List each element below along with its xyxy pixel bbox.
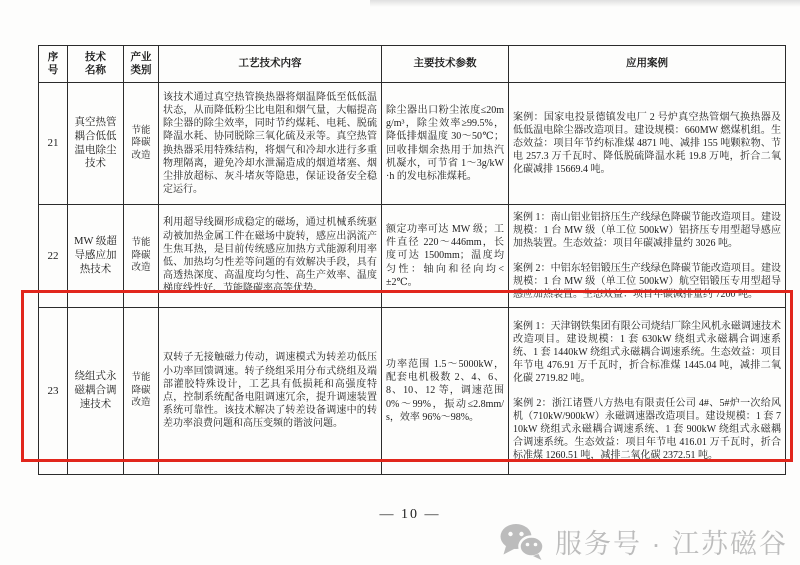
cell-tech-params: 额定功率可达 MW 级；工件直径 220～446mm，长度可达 1500mm；温度均匀性：轴向和径向均<±2℃。 [382, 205, 509, 308]
column-header-content: 工艺技术内容 [159, 46, 382, 83]
page-number: — 10 — [379, 507, 441, 522]
table-header-row [39, 46, 786, 83]
scan-artifact [370, 0, 800, 7]
case-paragraph: 案例 1：天津钢铁集团有限公司烧结厂除尘风机永磁调速技术改造项目。建设规模：1 套 630kW 绕组式永磁耦合调速系统、1 套 1440kW 绕组式永磁耦合调速系统。生态效益：项目年节电 476.91 万千瓦时，折合标准煤 1445.04 吨，减排二氧化碳 2719.82 吨。 [513, 320, 781, 385]
cell-application-cases [509, 308, 786, 475]
cell-process-content: 该技术通过真空热管换热器将烟温降低至低低温状态，从而降低粉尘比电阻和烟气量，大幅提高除尘器的除尘效率，同时节约煤耗、电耗、脱硫降温水耗、协同脱除三氧化硫及汞等。真空热管换热器采用特殊结构，将烟气和冷却水进行多重物理隔离，避免冷却水泄漏造成的烟道堵塞、烟尘排放超标、灰斗堵灰等隐患，保证设备安全稳定运行。 [159, 83, 382, 205]
cell-no: 22 [39, 205, 68, 308]
cell-tech-name: 绕组式永磁耦合调速技术 [68, 308, 124, 475]
table-row-highlighted [39, 308, 786, 475]
cell-process-content: 利用超导线圈形成稳定的磁场，通过机械系统驱动被加热金属工件在磁场中旋转，感应出涡流产生焦耳热，是目前传统感应加热方式能源利用率低、加热均匀性差等问题的有效解决手段，具有高透热深度、高温度均匀性、高生产效率、温度梯度线性好、节能降碳率高等优势。 [159, 205, 382, 308]
table-row [39, 205, 786, 308]
column-header-name: 技术名称 [68, 46, 124, 83]
case-paragraph: 案例 2：中铝东轻铝锻压生产线绿色降碳节能改造项目。建设规模：1 台 MW 级（单工位 500kW）航空铝锻压专用型超导感应加热装置。生态效益：项目年碳减排量约 7200 吨。 [513, 262, 781, 300]
watermark-text: 服务号 · 江苏磁谷 [555, 529, 788, 559]
table-row [39, 83, 786, 205]
column-header-no: 序号 [39, 46, 68, 83]
cell-tech-name: 真空热管耦合低低温电除尘技术 [68, 83, 124, 205]
case-paragraph: 案例：国家电投景德镇发电厂 2 号炉真空热管烟气换热器及低低温电除尘器改造项目。建设规模：660MW 燃煤机组。生态效益：项目年节约标准煤 4871 吨、减排 155 吨颗粒物、节电 257.3 万千瓦时、降低脱硫降温水耗 19.8 万吨，折合二氧化碳减排 15669.4 吨。 [513, 111, 781, 176]
cell-category: 节能降碳改造 [124, 308, 159, 475]
cell-no: 23 [39, 308, 68, 475]
wechat-icon [499, 523, 545, 561]
technology-table [38, 45, 786, 475]
cell-tech-params: 除尘器出口粉尘浓度≤20mg/m³，除尘效率≥99.5%，降低排烟温度 30～50℃；回收排烟余热用于加热汽机凝水，可节省 1～3g/kW·h 的发电标准煤耗。 [382, 83, 509, 205]
watermark [499, 522, 788, 561]
cell-tech-name: MW 级超导感应加热技术 [68, 205, 124, 308]
column-header-category: 产业类别 [124, 46, 159, 83]
cell-category: 节能降碳改造 [124, 205, 159, 308]
column-header-params: 主要技术参数 [382, 46, 509, 83]
cell-application-cases [509, 83, 786, 205]
cell-process-content: 双转子无接触磁力传动，调速模式为转差功低压小功率回馈调速。转子绕组采用分布式绕组及端部灌胶特殊设计，工艺具有低损耗和高强度特点，控制系统配备电阻调速冗余，提升调速装置系统可靠性。该技术解决了转差设备调速中的转差功率浪费问题和高压变频的谐波问题。 [159, 308, 382, 475]
cell-category: 节能降碳改造 [124, 83, 159, 205]
cell-tech-params: 功率范围 1.5～5000kW，配套电机极数 2、4、6、8、10、12 等，调速范围 0%～99%，振动≤2.8mm/s，效率 96%～98%。 [382, 308, 509, 475]
column-header-cases: 应用案例 [509, 46, 786, 83]
cell-application-cases [509, 205, 786, 308]
cell-no: 21 [39, 83, 68, 205]
case-paragraph: 案例 2：浙江诸暨八方热电有限责任公司 4#、5#炉一次给风机（710kW/900kW）永磁调速器改造项目。建设规模：1 套 710kW 绕组式永磁耦合调速系统、1 套 900kW 绕组式永磁耦合调速系统。生态效益：项目年节电 416.01 万千瓦时，折合标准煤 1260.51 吨，减排二氧化碳 2372.51 吨。 [513, 397, 781, 462]
case-paragraph: 案例 1：南山铝业铝挤压生产线绿色降碳节能改造项目。建设规模：1 台 MW 级（单工位 500kW）铝挤压专用型超导感应加热装置。生态效益：项目年碳减排量约 3026 吨。 [513, 211, 781, 250]
